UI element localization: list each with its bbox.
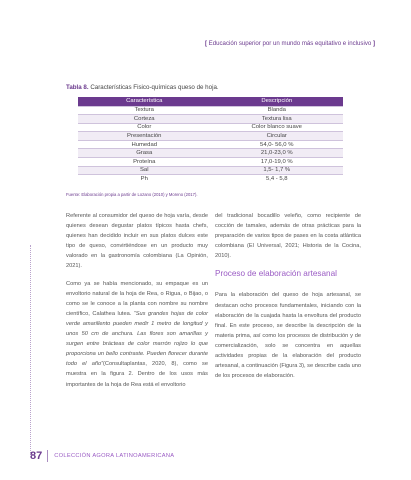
- table-cell: Textura lisa: [211, 115, 344, 124]
- table-header-cell: Descripción: [211, 97, 344, 106]
- table-row: [78, 166, 343, 175]
- header-close-bracket: ]: [372, 40, 375, 47]
- table-row: [78, 132, 343, 141]
- table-row: [78, 123, 343, 132]
- header-open-bracket: [: [204, 40, 207, 47]
- table-caption-label: Tabla 8.: [66, 84, 89, 91]
- table-row: [78, 158, 343, 167]
- paragraph-text: Como ya se había mencionado, su empaque es un envoltorio natural de la hoja de Rea, o Rigua, o Bijao, o como se le conoce a la planta con nombre su nombre científico, Calathea lutea.: [66, 280, 208, 317]
- dotted-margin-rule: [30, 245, 31, 455]
- table-cell: Proteína: [78, 158, 211, 167]
- table-cell: Color blanco suave: [211, 123, 344, 132]
- table-cell: Humedad: [78, 140, 211, 149]
- table-cell: 17,0-19,0 %: [211, 158, 344, 167]
- table-row: [78, 115, 343, 124]
- paragraph: del tradicional bocadillo veleño, como recipiente de cocción de tamales, además de otras prácticas para la preparación de varios tipos de pases en la costa atlántica colombiana (El Universal, 2021; Historia de la Cocina, 2010).: [215, 213, 361, 260]
- paragraph: [66, 279, 208, 390]
- table-row: [78, 140, 343, 149]
- table-caption: [66, 84, 219, 91]
- table-cell: 21,0-23,0 %: [211, 149, 344, 158]
- page-number: 87: [30, 449, 43, 462]
- table-cell: 5,4 - 5,8: [211, 175, 344, 184]
- table-cell: Circular: [211, 132, 344, 141]
- table-cell: Sal: [78, 166, 211, 175]
- table-row: [78, 175, 343, 184]
- table-cell: Color: [78, 123, 211, 132]
- page-footer: [30, 447, 174, 465]
- footer-divider: [47, 450, 48, 462]
- plant-description-quote: “Sus grandes hojas de color verde amarillento pueden medir 1 metro de longitud y unos 50 cm de anchura. Las flores son amarillas y surgen entre brácteas de color marrón rojizo lo que proporciona un bello contraste. Pueden florecer durante todo el año”: [66, 310, 208, 368]
- table-cell: Ph: [78, 175, 211, 184]
- table-cell: 54,0- 56,0 %: [211, 140, 344, 149]
- table-row: [78, 106, 343, 115]
- left-text-column: [66, 211, 208, 397]
- paragraph: Para la elaboración del queso de hoja artesanal, se destacan ocho procesos fundamentales, iniciando con la elaboración de la cuajada hasta la envoltura del producto final. En este proceso, se describe la descripción de la materia prima, así como los procesos de distribución y de comercialización, solo se concentra en aquellas actividades propias de la elaboración del producto artesanal, a continuación (Figura 3), se describe cada uno de los procesos de elaboración.: [215, 292, 361, 380]
- table-row: [78, 149, 343, 158]
- header-title: Educación superior por un mundo más equitativo e inclusivo: [208, 40, 372, 47]
- right-text-column: [215, 211, 361, 388]
- running-header: [205, 40, 375, 47]
- table-cell: 1,5- 1,7 %: [211, 166, 344, 175]
- table-header-row: [78, 97, 343, 106]
- paragraph: Referente al consumidor del queso de hoja varía, desde quienes desean degustar platos típicos hasta chefs, quienes han decidido incluir en sus platos dulces este tipo de queso, convirtiéndose en un producto muy valorado en la gastronomía colombiana (La Opinión, 2021).: [66, 213, 208, 270]
- table-cell: Grasa: [78, 149, 211, 158]
- characteristics-table: [78, 97, 343, 183]
- table-cell: Corteza: [78, 115, 211, 124]
- table-source-note: Fuente: Elaboración propia a partir de Lozano (2010) y Moreno (2017).: [66, 192, 198, 197]
- section-subheading: Proceso de elaboración artesanal: [215, 269, 337, 279]
- table-cell: Blanda: [211, 106, 344, 115]
- table-header-cell: Característica: [78, 97, 211, 106]
- table-cell: Presentación: [78, 132, 211, 141]
- table-caption-text: Características Fisico-químicas queso de hoja.: [90, 84, 219, 91]
- collection-name: COLECCIÓN AGORA LATINOAMERICANA: [54, 452, 175, 459]
- table-cell: Textura: [78, 106, 211, 115]
- paragraph-text: (Consultaplantas, 2020, 8), como se muestra en la figura 2. Dentro de los usos más importantes de la hoja de Rea está el envoltorio: [66, 361, 208, 388]
